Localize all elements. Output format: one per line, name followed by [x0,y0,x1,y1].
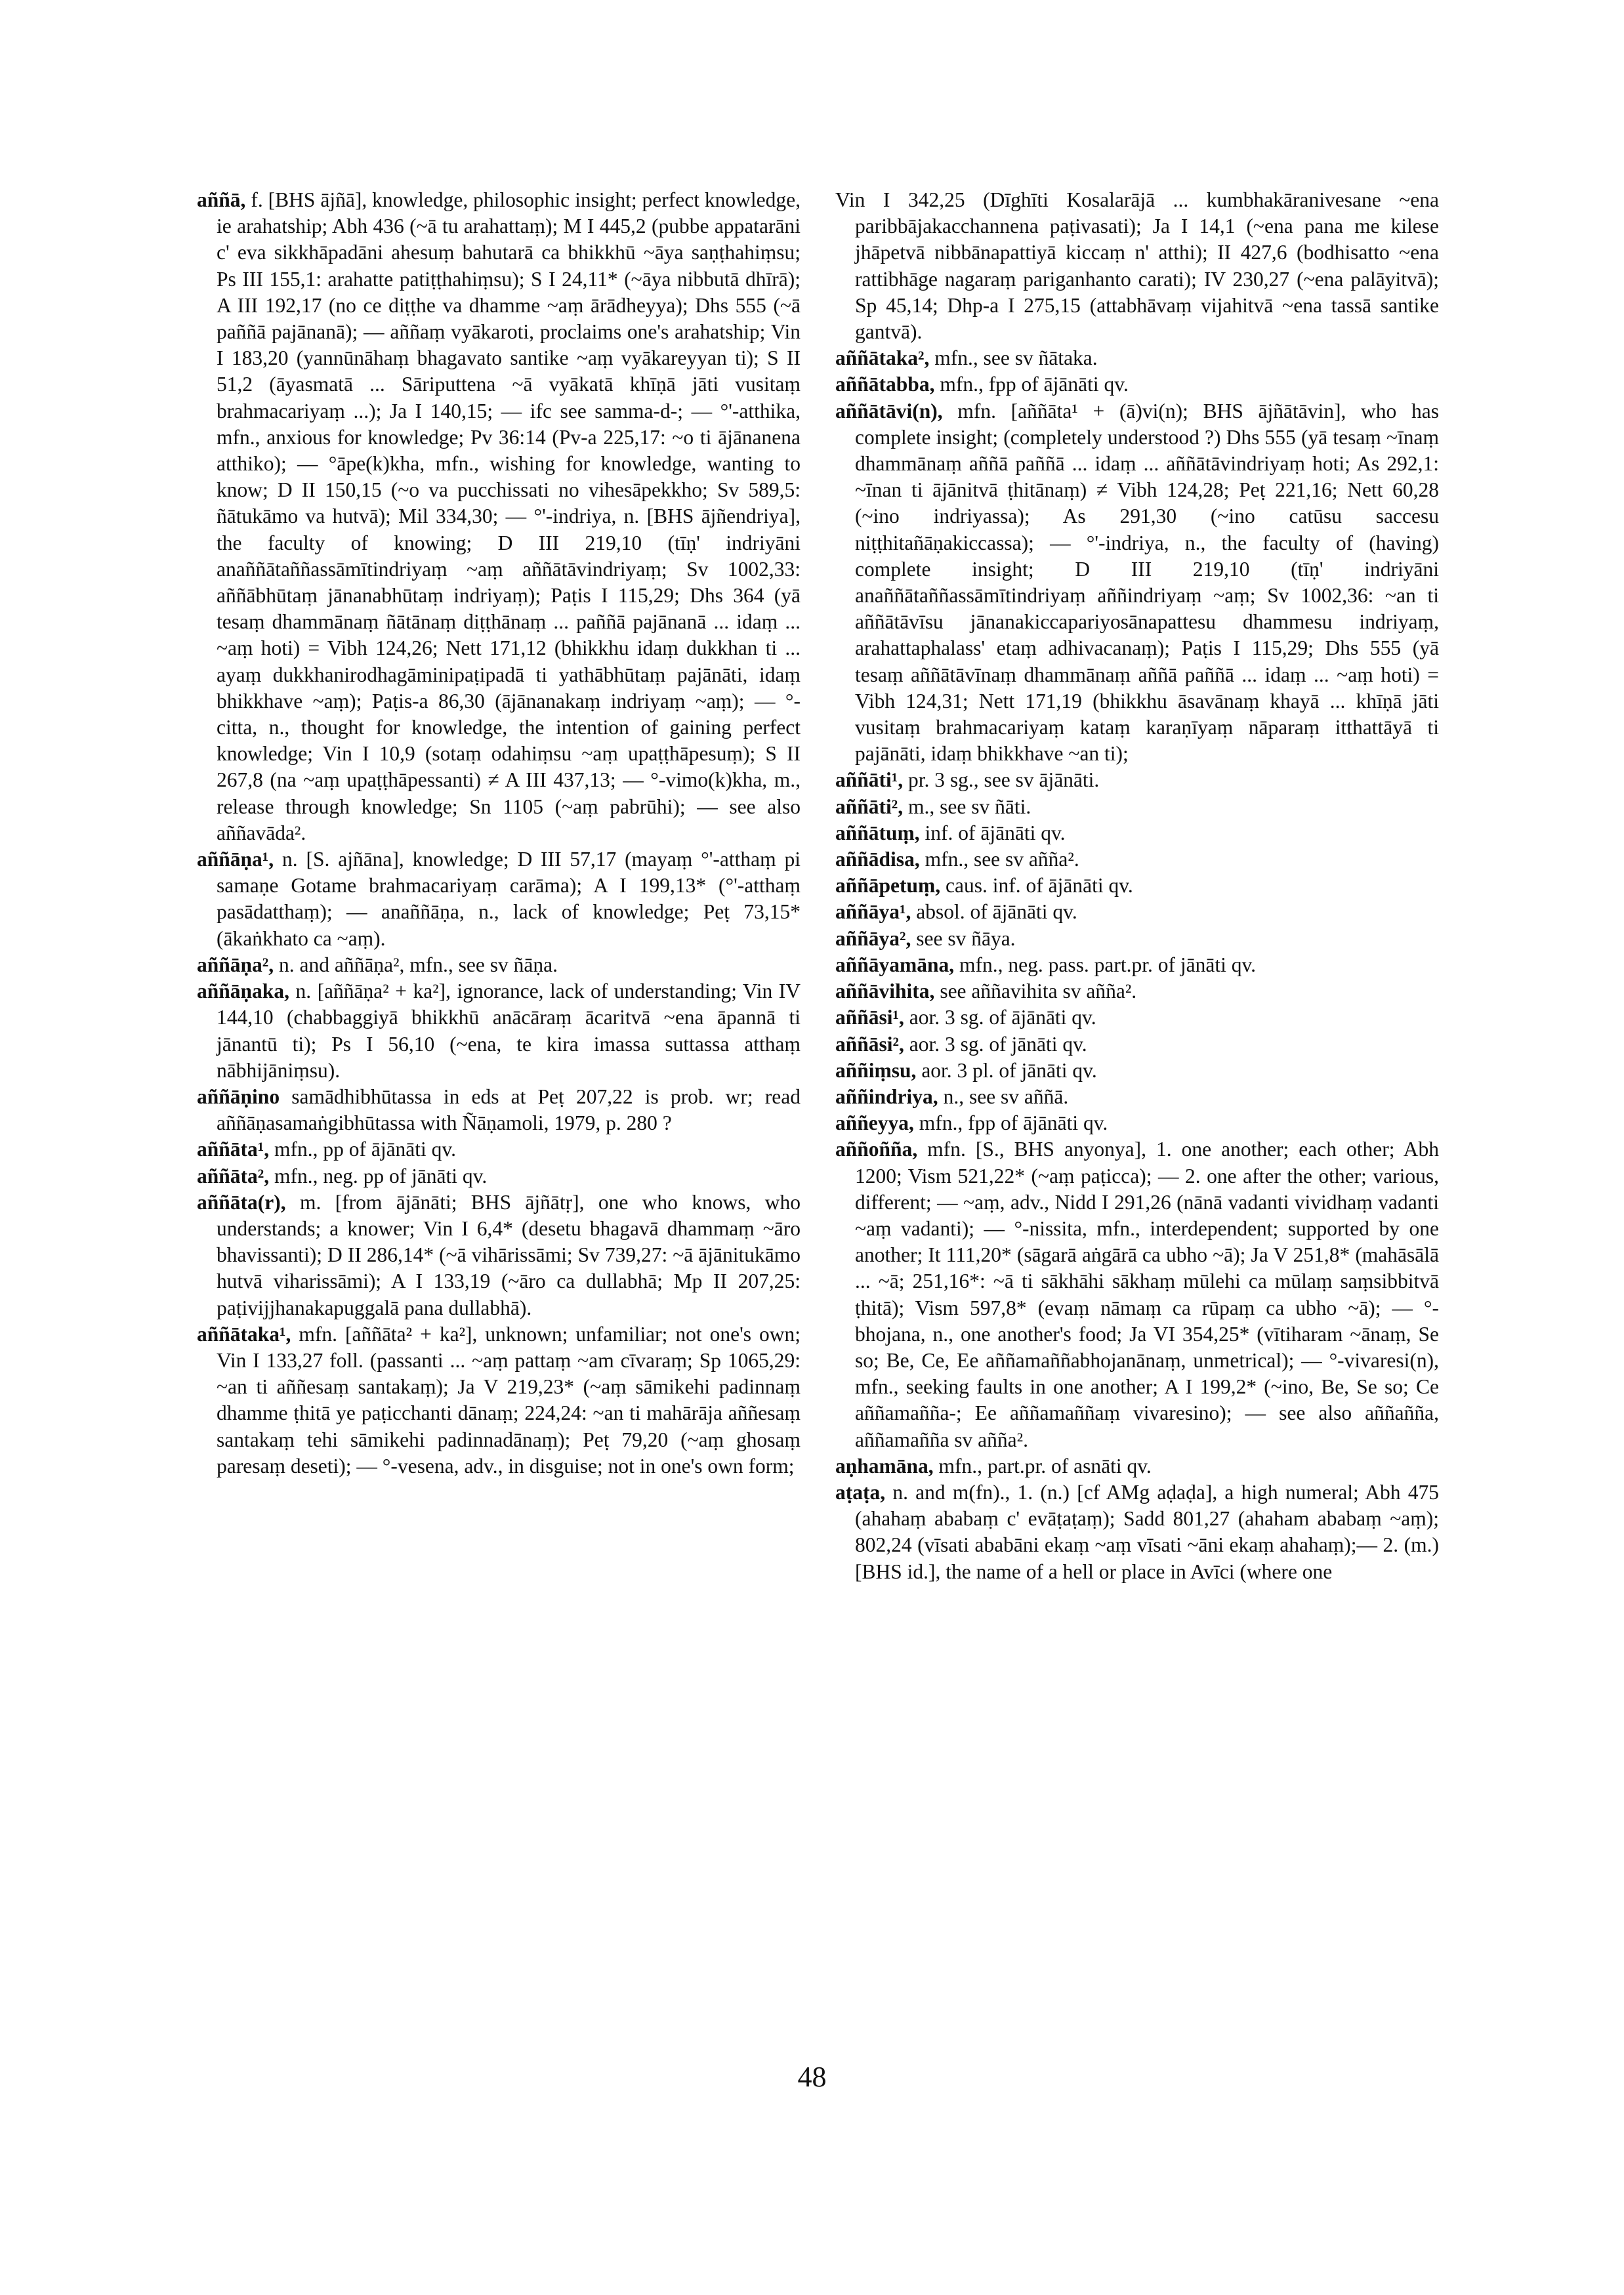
dictionary-entry [835,794,1439,820]
right-column [835,187,1439,1585]
entry-headword: aññātuṃ, [835,821,920,844]
dictionary-entry [835,1110,1439,1136]
entry-text: mfn., neg. pp of jānāti qv. [269,1164,488,1188]
entry-headword: aññāvihita, [835,980,935,1003]
entry-headword: aññātaka¹, [197,1322,291,1346]
dictionary-entry [835,1479,1439,1585]
entry-text: aor. 3 pl. of jānāti qv. [916,1058,1097,1082]
entry-headword: aññāta(r), [197,1190,286,1214]
entry-text: n. and aññāṇa², mfn., see sv ñāṇa. [274,953,558,976]
dictionary-entry [835,1031,1439,1058]
entry-headword: aññāta¹, [197,1138,270,1161]
dictionary-entry [835,767,1439,793]
dictionary-entry [835,398,1439,768]
dictionary-entry [197,187,801,846]
entry-headword: aṭaṭa, [835,1480,886,1504]
entry-headword: aññāya¹, [835,900,911,924]
entry-text: mfn. [aññāta² + ka²], unknown; unfamiliar; not one's own; Vin I 133,27 foll. (passanti ... ~aṃ pattaṃ ~am cīvaraṃ; Sp 1065,29: ~an ti aññesaṃ santakaṃ); Ja V 219,23* (~aṃ sāmikehi padinnaṃ dhamme ṭhitā ye paṭicchanti dānaṃ; 224,24: ~an ti mahārāja aññesaṃ santakaṃ tehi sāmikehi padinnadānaṃ); Peṭ 79,20 (~aṃ ghosaṃ paresaṃ deseti); — °-vesena, adv., in disguise; not in one's own form; [217,1322,801,1478]
entry-headword: aññāpetuṃ, [835,874,941,898]
dictionary-entry [835,187,1439,345]
entry-text: m. [from ājānāti; BHS ājñātṛ], one who knows, who understands; a knower; Vin I 6,4* (desetu bhagavā dhammaṃ ~āro bhavissanti); D II 286,14* (~ā vihārissāmi; Sv 739,27: ~ā ājānitukāmo hutvā viharissāmi); A I 133,19 (~āro ca dullabhā; Mp II 207,25: paṭivijjhanakapuggalā pana dullabhā). [217,1190,801,1319]
entry-headword: aññātaka², [835,346,930,370]
entry-headword: aṇhamāna, [835,1454,934,1478]
entry-text: see aññavihita sv añña². [934,980,1137,1003]
entry-headword: aññāti², [835,795,904,818]
left-column [197,187,801,1479]
entry-headword: aññindriya, [835,1085,938,1108]
dictionary-entry [197,1189,801,1321]
entry-headword: aññāsi¹, [835,1006,904,1029]
entry-text: inf. of ājānāti qv. [919,821,1066,844]
entry-text: mfn. [aññāta¹ + (ā)vi(n); BHS ājñātāvin], who has complete insight; (completely understood ?) Dhs 555 (yā tesaṃ ~īnaṃ dhammānaṃ aññā paññā ... idaṃ ... aññātāvindriyaṃ hoti; As 292,1: ~īnan ti ājānitvā ṭhitānaṃ) ≠ Vibh 124,28; Peṭ 221,16; Nett 60,28 (~ino indriyassa); As 291,30 (~ino catūsu saccesu niṭṭhitañāṇakiccassa); — °'-indriya, n., the faculty of (having) complete insight; D III 219,10 (tīṇ' indriyāni anaññātaññassāmītindriyaṃ aññindriyaṃ ~aṃ; Sv 1002,36: ~an ti aññātāvīsu jānanakiccapariyosānapattesu dhammesu indriyaṃ, arahattaphalass' etaṃ adhivacanaṃ); Paṭis I 115,29; Dhs 555 (yā tesaṃ aññātāvīnaṃ dhammānaṃ aññā paññā ... idaṃ ... ~aṃ hoti) = Vibh 124,31; Nett 171,19 (bhikkhu āsavānaṃ khayā ... khīṇā jāti vusitaṃ brahmacariyaṃ kataṃ karaṇīyaṃ nāparaṃ itthattāyā ti pajānāti, idaṃ bhikkhave ~an ti); [855,399,1439,766]
entry-text: Vin I 342,25 (Dīghīti Kosalarājā ... kumbhakāranivesane ~ena paribbājakacchannena paṭivasati); Ja I 14,1 (~ena pana me kilese jhāpetvā nibbānapattiyā kiccaṃ n' atthi); II 427,6 (bodhisatto ~ena rattibhāge nagaraṃ pariganhanto carati); IV 230,27 (~ena palāyitvā); Sp 45,14; Dhp-a I 275,15 (attabhāvaṃ vijahitvā ~ena tassā santike gantvā). [835,188,1439,344]
page-number: 48 [797,2061,827,2093]
entry-text: f. [BHS ājñā], knowledge, philosophic insight; perfect knowledge, ie arahatship; Abh 436 (~ā tu arahattaṃ); M I 445,2 (pubbe appatarāni c' eva sikkhāpadāni ahesuṃ bahutarā ca bhikkhū ~āya saṇṭhahiṃsu; Ps III 155,1: arahatte patiṭṭhahiṃsu); S I 24,11* (~āya nibbutā dhīrā); A III 192,17 (no ce diṭṭhe va dhamme ~aṃ ārādheyya); Dhs 555 (~ā paññā pajānanā); — aññaṃ vyākaroti, proclaims one's arahatship; Vin I 183,20 (yannūnāhaṃ bhagavato santike ~aṃ vyākareyyan ti); S II 51,2 (āyasmatā ... Sāriputtena ~ā vyākatā khīṇā jāti vusitaṃ brahmacariyaṃ ...); Ja I 140,15; — ifc see samma-d-; — °'-atthika, mfn., anxious for knowledge; Pv 36:14 (Pv-a 225,17: ~o ti ājānanena atthiko); — °āpe(k)kha, mfn., wishing for knowledge, wanting to know; D II 150,15 (~o va pucchissati no vihesāpekkho; Sv 589,5: ñātukāmo va hutvā); Mil 334,30; — °'-indriya, n. [BHS ājñendriya], the faculty of knowing; D III 219,10 (tīṇ' indriyāni anaññātaññassāmītindriyaṃ ~aṃ aññātāvindriyaṃ; Sv 1002,33: aññābhūtaṃ jānanabhūtaṃ indriyaṃ); Paṭis I 115,29; Dhs 364 (yā tesaṃ dhammānaṃ ñātānaṃ diṭṭhānaṃ ... paññā pajānanā ... idaṃ ... ~aṃ hoti) = Vibh 124,26; Nett 171,12 (bhikkhu idaṃ dukkhan ti ... ayaṃ dukkhanirodhagāminipaṭipadā ti yathābhūtaṃ pajānāti, idaṃ bhikkhave ~aṃ); Paṭis-a 86,30 (ājānanakaṃ indriyaṃ ~aṃ); — °-citta, n., thought for knowledge, the intention of gaining perfect knowledge; Vin I 10,9 (sotaṃ odahiṃsu ~aṃ upaṭṭhāpesuṃ); S II 267,8 (na ~aṃ upaṭṭhāpessanti) ≠ A III 437,13; — °-vimo(k)kha, m., release through knowledge; Sn 1105 (~aṃ pabrūhi); — see also aññavāda². [217,188,801,844]
dictionary-entry [835,1058,1439,1084]
entry-headword: aññādisa, [835,848,920,871]
entry-text: mfn., see sv ñātaka. [929,346,1098,370]
entry-text: n. [S. ajñāna], knowledge; D III 57,17 (mayaṃ °'-atthaṃ pi samaṇe Gotame brahmacariyaṃ carāma); A I 199,13* (°'-atthaṃ pasādatthaṃ); — anaññāṇa, n., lack of knowledge; Peṭ 73,15* (ākaṅkhato ca ~aṃ). [217,848,801,950]
entry-headword: aññiṃsu, [835,1058,917,1082]
entry-text: pr. 3 sg., see sv ājānāti. [903,768,1100,792]
entry-text: mfn., pp of ājānāti qv. [269,1138,456,1161]
entry-text: mfn., fpp of ājānāti qv. [934,373,1129,396]
dictionary-entry [197,1136,801,1163]
dictionary-entry [835,926,1439,952]
dictionary-entry [197,952,801,978]
entry-headword: aññātabba, [835,373,935,396]
entry-headword: aññoñña, [835,1138,918,1161]
entry-headword: aññāti¹, [835,768,904,792]
entry-text: mfn., see sv añña². [919,848,1079,871]
entry-headword: aññāṇa¹, [197,848,274,871]
entry-headword: aññāyamāna, [835,953,955,976]
entry-headword: aññāṇaka, [197,980,289,1003]
entry-text: mfn., part.pr. of asnāti qv. [933,1454,1152,1478]
entry-headword: aññāsi², [835,1032,904,1056]
dictionary-entry [835,345,1439,371]
entry-text: aor. 3 sg. of jānāti qv. [904,1032,1087,1056]
dictionary-entry [197,846,801,952]
dictionary-entry [835,820,1439,846]
entry-text: m., see sv ñāti. [903,795,1031,818]
entry-headword: aññā, [197,188,246,211]
entry-text: aor. 3 sg. of ājānāti qv. [904,1006,1096,1029]
dictionary-entry [197,978,801,1084]
entry-headword: aññāta², [197,1164,270,1188]
dictionary-entry [835,952,1439,978]
dictionary-entry [835,978,1439,1004]
entry-text: n. and m(fn)., 1. (n.) [cf AMg aḍaḍa], a high numeral; Abh 475 (ahahaṃ ababaṃ c' evāṭaṭaṃ); Sadd 801,27 (ahaham ababaṃ ~aṃ); 802,24 (vīsati ababāni ekaṃ ~aṃ vīsati ~āni ekaṃ ahahaṃ);— 2. (m.) [BHS id.], the name of a hell or place in Avīci (where one [855,1480,1439,1583]
entry-text: n., see sv aññā. [938,1085,1069,1108]
dictionary-entry [835,1136,1439,1453]
dictionary-entry [835,873,1439,899]
entry-headword: aññāya², [835,926,911,950]
entry-text: see sv ñāya. [911,926,1016,950]
entry-text: absol. of ājānāti qv. [911,900,1077,924]
dictionary-entry [835,1004,1439,1031]
entry-headword: aññātāvi(n), [835,399,943,423]
dictionary-entry [197,1084,801,1136]
entry-text: mfn. [S., BHS anyonya], 1. one another; each other; Abh 1200; Vism 521,22* (~aṃ paṭicca); — 2. one after the other; various, different; — ~aṃ, adv., Nidd I 291,26 (nānā vadanti vividhaṃ vadanti ~aṃ vadanti); — °-nissita, mfn., interdependent; supported by one another; It 111,20* (sāgarā aṅgārā ca ubho ~ā); Ja V 251,8* (mahāsālā ... ~ā; 251,16*: ~ā ti sākhāhi sākhaṃ mūlehi ca mūlaṃ saṃsibbitvā ṭhitā); Vism 597,8* (evaṃ nāmaṃ ca rūpaṃ ca ubho ~ā); — °-bhojana, n., one another's food; Ja VI 354,25* (vītiharam ~ānaṃ, Se so; Be, Ce, Ee aññamaññabhojanānaṃ, unmetrical); — °-vivaresi(n), mfn., seeking faults in one another; A I 199,2* (~ino, Be, Se so; Ce aññamañña-; Ee aññamaññaṃ vivaresino); — see also aññañña, aññamañña sv añña². [855,1138,1439,1451]
entry-text: caus. inf. of ājānāti qv. [940,874,1133,898]
dictionary-entry [197,1321,801,1479]
dictionary-entry [835,899,1439,925]
entry-text: mfn., fpp of ājānāti qv. [913,1111,1108,1135]
entry-headword: aññāṇino [197,1085,280,1108]
entry-text: n. [aññāṇa² + ka²], ignorance, lack of understanding; Vin IV 144,10 (chabbaggiyā bhikkhū anācāraṃ ācaritvā ~ena āpannā ti jānantū ti); Ps I 56,10 (~ena, te kira imassa suttassa atthaṃ nābhijāniṃsu). [217,980,801,1082]
dictionary-entry [835,371,1439,398]
entry-text: samādhibhūtassa in eds at Peṭ 207,22 is prob. wr; read aññāṇasamaṅgibhūtassa with Ñāṇamoli, 1979, p. 280 ? [217,1085,801,1135]
entry-text: mfn., neg. pass. part.pr. of jānāti qv. [954,953,1257,976]
dictionary-entry [835,846,1439,873]
entry-headword: aññāṇa², [197,953,274,976]
dictionary-entry [835,1453,1439,1479]
dictionary-entry [197,1163,801,1189]
entry-headword: aññeyya, [835,1111,914,1135]
dictionary-entry [835,1084,1439,1110]
